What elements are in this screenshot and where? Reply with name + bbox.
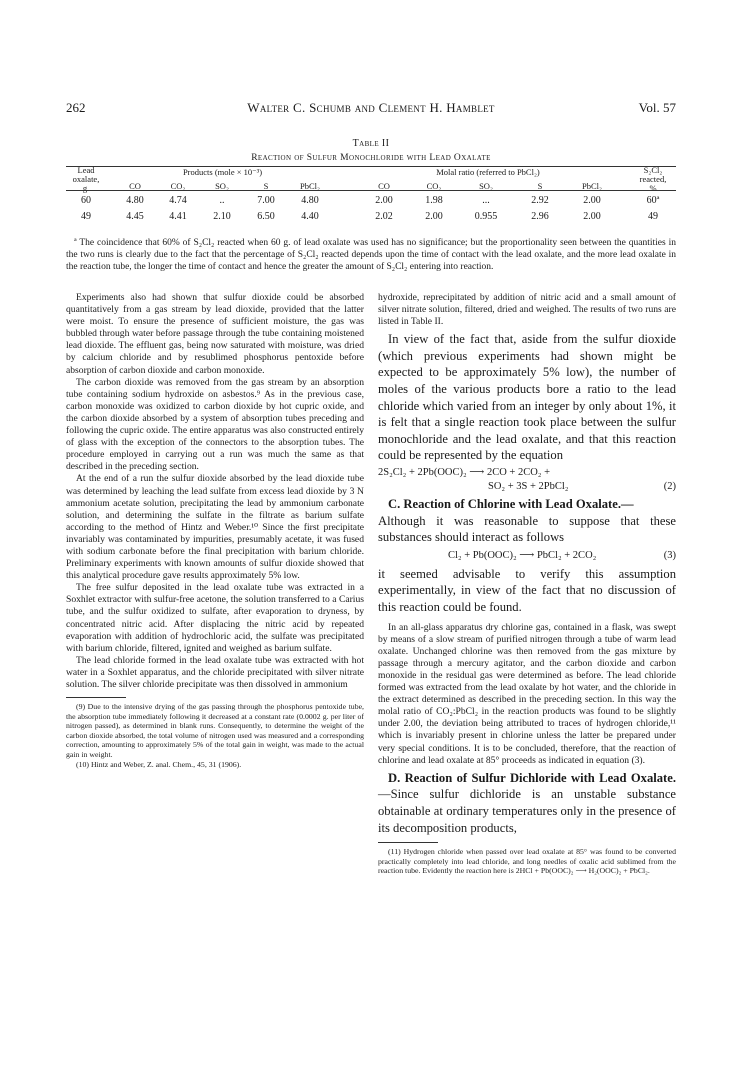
table-number: Table II: [352, 138, 390, 149]
equation-3-body: Cl₂ + Pb(OOC)₂ ⟶ PbCl₂ + 2CO₂: [448, 549, 597, 561]
running-head-authors: Walter C. Schumb and Clement H. Hamblet: [247, 100, 495, 115]
paragraph: The lead chloride formed in the lead oxalate tube was extracted with hot water in a Soxhlet apparatus, and the chloride precipitated with silver nitrate solution. The silver chloride precipitate was then dissolved in ammonium: [66, 654, 364, 690]
equation-3: [378, 549, 676, 563]
section-d-heading: D. Reaction of Sulfur Dichloride with Lead Oxalate.: [388, 770, 676, 785]
col-head-pbcl2: PbCl₂: [300, 181, 320, 191]
molal-group-head: Molal ratio (referred to PbCl₂): [436, 167, 540, 177]
page-number: 262: [66, 100, 86, 115]
paragraph: it seemed advisable to verify this assumption experimentally, in view of the fact that no discussion of this reaction could be found.: [378, 566, 676, 614]
col-head-molal-co2: CO₂: [426, 181, 442, 191]
volume-label: Vol. 57: [638, 100, 676, 115]
col-head-molal-s: S: [537, 181, 543, 191]
paragraph: At the end of a run the sulfur dioxide absorbed by the lead dioxide tube was determined by leaching the lead sulfate from excess lead dioxide by 3 N ammonium acetate solution, precipitating the lead by ammonium carbonate solution, and determining the sulfate in the filtrate as barium sulfate according to the method of Hintz and Weber.¹⁰ Since the first precipitate invariably was contaminated by impurities, presumably acetate, it was fused with sodium carbonate before the final precipitation with barium chloride. Preliminary experiments with known amounts of sulfur dioxide showed that this analytical procedure gave results approximately 5% low.: [66, 473, 364, 582]
paragraph: Although it was reasonable to suppose that these substances should interact as follows: [378, 513, 676, 545]
section-d-text: —Since sulfur dichloride is an unstable substance obtainable at ordinary temperatures only in the presence of its decomposition products,: [378, 787, 676, 835]
equation-3-number: (3): [663, 549, 676, 561]
paragraph: The carbon dioxide was removed from the gas stream by an absorption tube containing sodium hydroxide on asbestos.⁹ As in the previous case, carbon monoxide was oxidized to carbon dioxide by hot cupric oxide, and the carbon dioxide absorbed by a system of absorption tubes preceding and following the cupric oxide. The entire apparatus was also constructed entirely of glass with the exception of the connectors to the absorption tubes. The procedure employed in carrying out a run was much the same as that described in the preceding section.: [66, 376, 364, 473]
col-head-lead-oxalate: Lead oxalate, g.: [72, 165, 100, 193]
paragraph: The free sulfur deposited in the lead oxalate tube was extracted in a Soxhlet extractor with sulfur-free acetone, the solution transferred to a Carius tube, and the sulfur oxidized to sulfate, after evaporation to dryness, by concentrated nitric acid. After displacing the nitric acid by repeated evaporation with addition of hydrochloric acid, the sulfate was precipitated with barium chloride, filtered, ignited and weighed as barium sulfate.: [66, 582, 364, 654]
right-column: [378, 292, 676, 876]
footnote-rule: [66, 697, 126, 698]
equation-2-line-1: 2S₂Cl₂ + 2Pb(OOC)₂ ⟶ 2CO + 2CO₂ +: [378, 467, 551, 479]
col-head-co: CO: [129, 181, 141, 191]
table-caption: Reaction of Sulfur Monochloride with Lead Oxalate: [251, 153, 491, 163]
col-head-molal-so2: SO₂: [479, 181, 493, 191]
paragraph: Experiments also had shown that sulfur dioxide could be absorbed quantitatively from a gas stream by lead dioxide, provided that the latter were moist. To ensure the presence of sufficient moisture, the gas was bubbled through water before passage through the tube containing moistened lead dioxide. The effluent gas, being now saturated with moisture, was dried by calcium chloride and by resublimed phosphorus pentoxide before absorption of carbon dioxide and carbon monoxide.: [66, 292, 364, 376]
paragraph: In an all-glass apparatus dry chlorine gas, contained in a flask, was swept by means of a slow stream of purified nitrogen through a tube of warm lead oxalate. Unchanged chlorine was then removed from the gas mixture by passage through a mercury agitator, and the carbon dioxide and carbon monoxide in the residual gas were determined as before. The lead chloride formed was extracted from the lead oxalate by hot water, and the chloride in the extract determined as described in the preceding section. In this way the molal ratio of CO₂:PbCl₂ in the reaction products was found to be slightly under 2.00, the deviation being attributed to traces of hydrogen chloride,¹¹ which is invariably present in chlorine unless the latter be prepared under very special conditions. It is to be concluded, therefore, that the reaction of chlorine and lead oxalate at 85° proceeds as indicated in equation (3).: [378, 621, 676, 766]
running-head: [66, 100, 676, 120]
col-head-s: S: [263, 181, 269, 191]
footnote-rule: [378, 842, 438, 843]
products-group-head: Products (mole × 10⁻³): [182, 167, 263, 177]
equation-2-number: (2): [663, 481, 676, 493]
col-head-molal-co: CO: [378, 181, 390, 191]
table-rule-mid: [66, 190, 676, 191]
table-footnote: ª The coincidence that 60% of S₂Cl₂ reacted when 60 g. of lead oxalate was used has no significance; but the proportionality seen between the quantities in the two runs is clearly due to the fact that the percentage of S₂Cl₂ reacted depends upon the time of contact with the lead oxalate, and the more lead oxalate in the reaction tube, the longer the time of contact and hence the greater the amount of S₂Cl₂ entering into reaction.: [66, 238, 676, 273]
equation-2-line-2: SO₂ + 3S + 2PbCl₂: [488, 481, 569, 493]
col-head-co2: CO₂: [170, 181, 186, 191]
col-head-s2cl2: S₂Cl₂ reacted, %: [639, 165, 667, 193]
col-head-so2: SO₂: [215, 181, 229, 191]
equation-2: [378, 466, 676, 494]
left-column: [66, 292, 364, 769]
footnote-10: (10) Hintz and Weber, Z. anal. Chem., 45, 31 (1906).: [76, 759, 242, 769]
paragraph: [378, 770, 676, 836]
paragraph: In view of the fact that, aside from the sulfur dioxide (which previous experiments had shown might be expected to be approximately 5% low), the number of moles of the various products bore a ratio to the lead chloride which varied from an integer by only about 1%, it is felt that a single reaction took place between the sulfur monochloride and the lead oxalate, and that this reaction could be represented by the equation: [378, 332, 676, 463]
footnote-11: (11) Hydrogen chloride when passed over lead oxalate at 85° was found to be converted practically completely into lead chloride, and long needles of oxalic acid sublimed from the reaction tube. Evidently the reaction here is 2HCl + Pb(OOC)₂ ⟶ H₂(OOC)₂ + PbCl₂.: [378, 847, 676, 876]
footnote-9: (9) Due to the intensive drying of the gas passing through the phosphorus pentoxide tube, the absorption tube immediately following it decreased at a constant rate (0.0002 g. per liter of nitrogen passed), as determined in blank runs. Consequently, to determine the weight of the carbon dioxide absorbed, the total volume of nitrogen used was measured and a corresponding correction, amounting to approximately 5% of the total gain in weight, was made to the actual gain in weight.: [66, 702, 364, 760]
paragraph: hydroxide, reprecipitated by addition of nitric acid and a small amount of silver nitrate solution, filtered, dried and weighed. The results of two runs are listed in Table II.: [378, 292, 676, 328]
col-head-molal-pbcl2: PbCl₂: [582, 181, 602, 191]
section-c-heading: C. Reaction of Chlorine with Lead Oxalate.—: [388, 497, 634, 512]
